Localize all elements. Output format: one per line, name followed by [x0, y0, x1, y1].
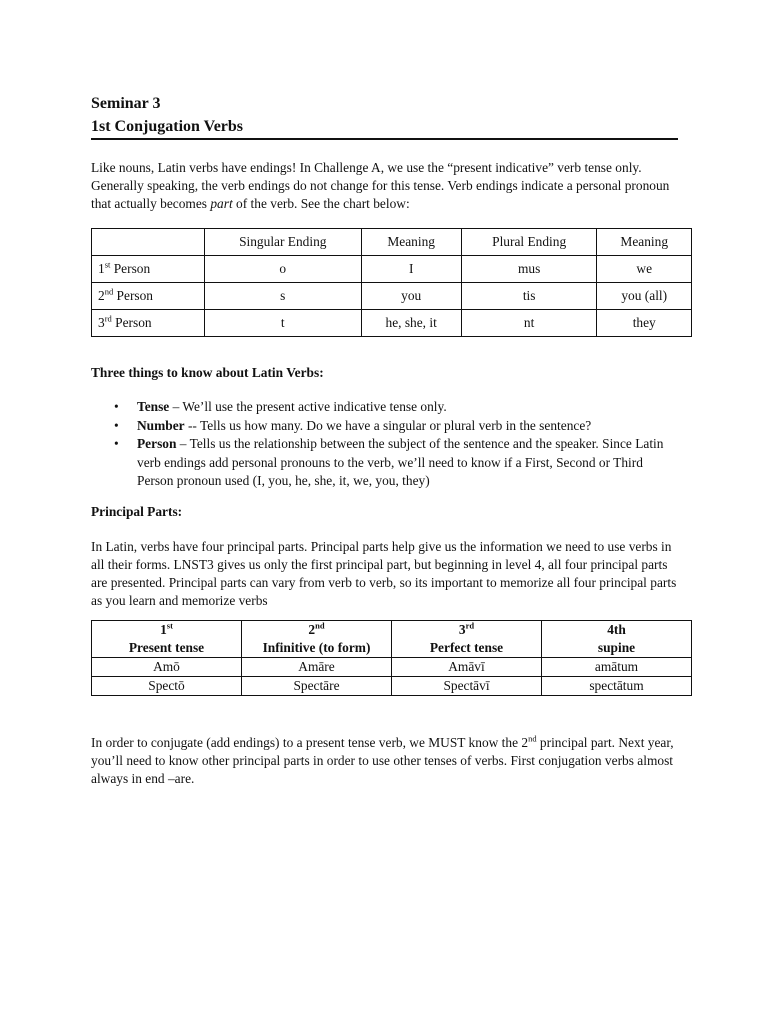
ordinal-cell: 2nd [242, 620, 392, 639]
ordinal-cell: 3rd [392, 620, 542, 639]
table-cell: you [361, 283, 461, 310]
table-cell: s [205, 283, 362, 310]
closing-paragraph: In order to conjugate (add endings) to a present tense verb, we MUST know the 2nd principal part. Next year, you’ll need to know other principal parts in order to use other tenses of verbs. First conjugation verbs almost always in end –are. [91, 733, 674, 786]
table-row [92, 283, 692, 310]
table-cell: he, she, it [361, 310, 461, 337]
part-name-cell: Present tense [92, 639, 242, 658]
table-cell: I [361, 256, 461, 283]
bullet-icon: • [114, 417, 119, 433]
table-cell: nt [461, 310, 597, 337]
principal-parts-paragraph: In Latin, verbs have four principal parts. Principal parts help give us the information we need to use verbs in all their forms. LNST3 gives us only the first principal part, but beginning in level 4, all four principal parts are presented. Principal parts can vary from verb to verb, so its important to memorize all four principal parts as you learn and memorize verbs [91, 538, 677, 608]
table-cell: Spectāre [242, 676, 392, 695]
table-cell: t [205, 310, 362, 337]
page-title: 1st Conjugation Verbs [91, 118, 244, 135]
principal-parts-table [91, 620, 692, 696]
table-header-cell: Singular Ending [205, 229, 362, 256]
principal-parts-heading: Principal Parts: [91, 503, 183, 519]
table-row [92, 256, 692, 283]
part-name-cell: Infinitive (to form) [242, 639, 392, 658]
list-item [91, 435, 671, 491]
table-cell: o [205, 256, 362, 283]
table-cell: amātum [542, 657, 692, 676]
table-cell: Amāre [242, 657, 392, 676]
three-things-heading: Three things to know about Latin Verbs: [91, 365, 324, 380]
list-item-term: Tense [137, 399, 170, 414]
intro-paragraph [91, 159, 691, 213]
table-cell: you (all) [597, 283, 692, 310]
table-cell: they [597, 310, 692, 337]
table-cell: Amō [92, 657, 242, 676]
table-cell: tis [461, 283, 597, 310]
table-cell: we [597, 256, 692, 283]
table-header-cell: Plural Ending [461, 229, 597, 256]
bullet-icon: • [114, 399, 119, 414]
list-item [91, 417, 671, 436]
ordinal-header-row [92, 620, 692, 639]
table-cell: Spectō [92, 676, 242, 695]
part-name-cell: supine [542, 639, 692, 658]
table-cell: spectātum [542, 676, 692, 695]
table-header-cell: Meaning [597, 229, 692, 256]
intro-text-start: Like nouns, Latin verbs have endings! In Challenge A, we use the “present indicative” verb tense only. Generally speaking, the verb endings do not change for this tense. Verb endings indicate a personal pronoun that actually becomes [91, 160, 670, 211]
table-header-row [92, 229, 692, 256]
part-name-cell: Perfect tense [392, 639, 542, 658]
intro-text-end: of the verb. See the chart below: [232, 196, 410, 211]
table-cell: Amāvī [392, 657, 542, 676]
list-item-term: Number [137, 417, 185, 433]
person-label: 3rd Person [92, 310, 205, 337]
list-item-term: Person [137, 436, 177, 451]
list-item [91, 398, 671, 417]
list-item-text: – We’ll use the present active indicative tense only. [169, 399, 447, 414]
table-header-cell [92, 229, 205, 256]
title-block [91, 94, 678, 140]
list-item-text: – Tells us the relationship between the subject of the sentence and the speaker. Since Latin verb endings add personal pronouns to the verb, we’ll need to know if a First, Second or Third Person pronoun used (I, you, he, she, it, we, you, they) [137, 436, 664, 488]
table-row [92, 310, 692, 337]
list-item-text: -- Tells us how many. Do we have a singular or plural verb in the sentence? [184, 417, 592, 433]
person-label: 1st Person [92, 256, 205, 283]
table-cell: mus [461, 256, 597, 283]
table-header-cell: Meaning [361, 229, 461, 256]
ordinal-cell: 1st [92, 620, 242, 639]
ordinal-cell: 4th [542, 620, 692, 639]
seminar-heading: Seminar 3 [91, 95, 161, 112]
three-things-list [91, 398, 671, 491]
table-cell: Spectāvī [392, 676, 542, 695]
person-label: 2nd Person [92, 283, 205, 310]
bullet-icon: • [114, 436, 119, 451]
verb-endings-table [91, 228, 692, 337]
table-row [92, 657, 692, 676]
table-row [92, 676, 692, 695]
intro-italic-word: part [210, 196, 233, 211]
part-name-row [92, 639, 692, 658]
